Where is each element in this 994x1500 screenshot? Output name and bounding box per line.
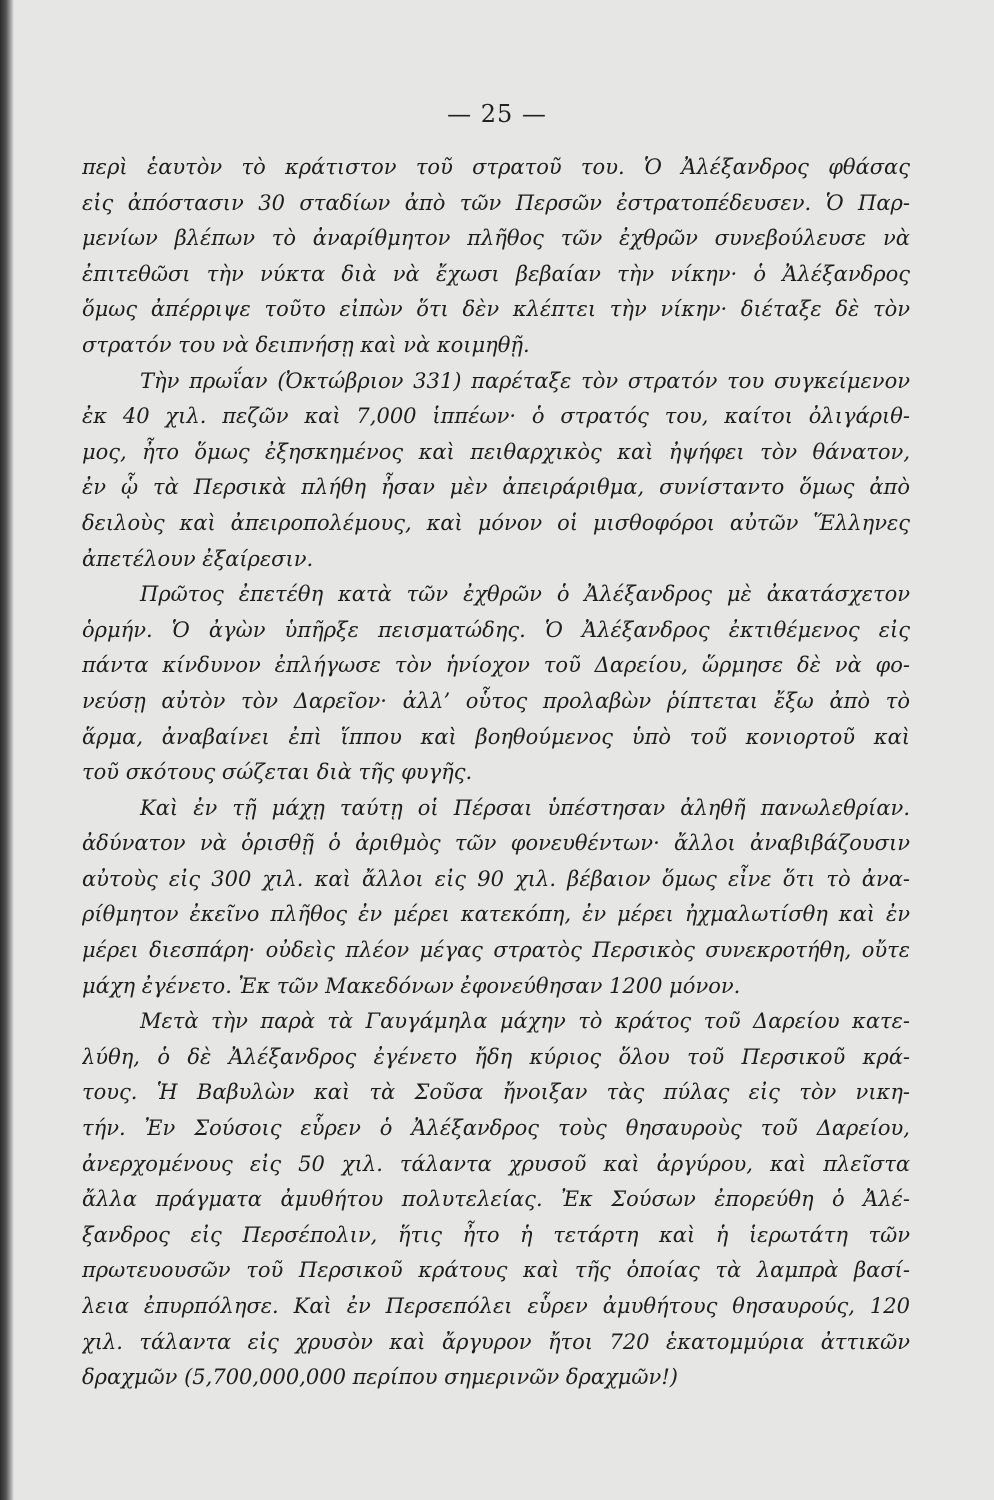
body-text: [82, 150, 910, 1396]
text-line: πάντα κίνδυνον ἐπλήγωσε τὸν ἡνίοχον τοῦ Δαρείου, ὥρμησε δὲ νὰ φο-: [82, 653, 910, 678]
text-line: εἰς ἀπόστασιν 30 σταδίων ἀπὸ τῶν Περσῶν ἐστρατοπέδευσεν. Ὁ Παρ-: [82, 190, 910, 215]
text-line: ἀπετέλουν ἐξαίρεσιν.: [82, 546, 314, 571]
text-line: αὐτοὺς εἰς 300 χιλ. καὶ ἄλλοι εἰς 90 χιλ. βέβαιον ὅμως εἶνε ὅτι τὸ ἀνα-: [82, 866, 910, 891]
text-line: ρίθμητον ἐκεῖνο πλῆθος ἐν μέρει κατεκόπη, ἐν μέρει ἠχμαλωτίσθη καὶ ἐν: [82, 902, 910, 927]
text-line: ὅμως ἀπέρριψε τοῦτο εἰπὼν ὅτι δὲν κλέπτει τὴν νίκην· διέταξε δὲ τὸν: [82, 297, 910, 322]
text-line: ἐν ᾧ τὰ Περσικὰ πλήθη ἦσαν μὲν ἀπειράριθμα, συνίσταντο ὅμως ἀπὸ: [82, 475, 910, 500]
text-line: Μετὰ τὴν παρὰ τὰ Γαυγάμηλα μάχην τὸ κράτος τοῦ Δαρείου κατε-: [140, 1009, 910, 1034]
text-line: τήν. Ἐν Σούσοις εὗρεν ὁ Ἀλέξανδρος τοὺς θησαυροὺς τοῦ Δαρείου,: [82, 1116, 910, 1141]
text-line: ἀδύνατον νὰ ὁρισθῇ ὁ ἀριθμὸς τῶν φονευθέντων· ἄλλοι ἀναβιβάζουσιν: [82, 831, 910, 856]
text-line: Καὶ ἐν τῇ μάχῃ ταύτῃ οἱ Πέρσαι ὑπέστησαν ἀληθῆ πανωλεθρίαν.: [140, 795, 910, 820]
page-number: — 25 —: [447, 100, 547, 128]
text-line: ὁρμήν. Ὁ ἀγὼν ὑπῆρξε πεισματώδης. Ὁ Ἀλέξανδρος ἐκτιθέμενος εἰς: [82, 617, 910, 642]
text-line: μέρει διεσπάρη· οὐδεὶς πλέον μέγας στρατὸς Περσικὸς συνεκροτήθη, οὔτε: [82, 938, 910, 963]
text-line: χιλ. τάλαντα εἰς χρυσὸν καὶ ἄργυρον ἤτοι 720 ἑκατομμύρια ἀττικῶν: [82, 1329, 910, 1354]
text-line: μάχη ἐγένετο. Ἐκ τῶν Μακεδόνων ἐφονεύθησαν 1200 μόνον.: [82, 973, 741, 998]
text-line: νεύσῃ αὐτὸν τὸν Δαρεῖον· ἀλλ’ οὗτος προλαβὼν ῥίπτεται ἔξω ἀπὸ τὸ: [82, 688, 910, 713]
text-line: τοῦ σκότους σώζεται διὰ τῆς φυγῆς.: [82, 760, 473, 785]
text-line: δραχμῶν (5,700,000,000 περίπου σημερινῶν δραχμῶν!): [82, 1365, 678, 1390]
text-line: λεια ἐπυρπόλησε. Καὶ ἐν Περσεπόλει εὗρεν ἀμυθήτους θησαυρούς, 120: [82, 1294, 910, 1318]
text-line: ἐκ 40 χιλ. πεζῶν καὶ 7,000 ἱππέων· ὁ στρατός του, καίτοι ὀλιγάριθ-: [82, 404, 910, 429]
binding-edge: [0, 0, 14, 1500]
text-line: ἅρμα, ἀναβαίνει ἐπὶ ἵππου καὶ βοηθούμενος ὑπὸ τοῦ κονιορτοῦ καὶ: [82, 724, 910, 749]
text-line: μος, ἦτο ὅμως ἐξησκημένος καὶ πειθαρχικὸς καὶ ἠψήφει τὸν θάνατον,: [82, 439, 910, 464]
text-line: μενίων βλέπων τὸ ἀναρίθμητον πλῆθος τῶν ἐχθρῶν συνεβούλευσε νὰ: [82, 226, 910, 251]
text-line: τους. Ἡ Βαβυλὼν καὶ τὰ Σοῦσα ἤνοιξαν τὰς πύλας εἰς τὸν νικη-: [82, 1080, 910, 1105]
text-line: περὶ ἑαυτὸν τὸ κράτιστον τοῦ στρατοῦ του. Ὁ Ἀλέξανδρος φθάσας: [82, 155, 910, 179]
text-line: ἄλλα πράγματα ἀμυθήτου πολυτελείας. Ἐκ Σούσων ἐπορεύθη ὁ Ἀλέ-: [82, 1187, 910, 1212]
text-line: πρωτευουσῶν τοῦ Περσικοῦ κράτους καὶ τῆς ὁποίας τὰ λαμπρὰ βασί-: [82, 1258, 910, 1283]
text-line: λύθη, ὁ δὲ Ἀλέξανδρος ἐγένετο ἤδη κύριος ὅλου τοῦ Περσικοῦ κρά-: [82, 1044, 910, 1069]
text-line: ἀνερχομένους εἰς 50 χιλ. τάλαντα χρυσοῦ καὶ ἀργύρου, καὶ πλεῖστα: [82, 1151, 910, 1176]
text-line: Τὴν πρωΐαν (Ὀκτώβριον 331) παρέταξε τὸν στρατόν του συγκείμενον: [140, 368, 910, 393]
text-line: δειλοὺς καὶ ἀπειροπολέμους, καὶ μόνον οἱ μισθοφόροι αὐτῶν Ἕλληνες: [82, 510, 910, 535]
text-line: ξανδρος εἰς Περσέπολιν, ἥτις ἦτο ἡ τετάρτη καὶ ἡ ἱερωτάτη τῶν: [82, 1222, 910, 1247]
text-line: Πρῶτος ἐπετέθη κατὰ τῶν ἐχθρῶν ὁ Ἀλέξανδρος μὲ ἀκατάσχετον: [140, 582, 910, 607]
text-line: ἐπιτεθῶσι τὴν νύκτα διὰ νὰ ἔχωσι βεβαίαν τὴν νίκην· ὁ Ἀλέξανδρος: [82, 261, 910, 286]
text-line: στρατόν του νὰ δειπνήσῃ καὶ νὰ κοιμηθῇ.: [82, 332, 530, 357]
